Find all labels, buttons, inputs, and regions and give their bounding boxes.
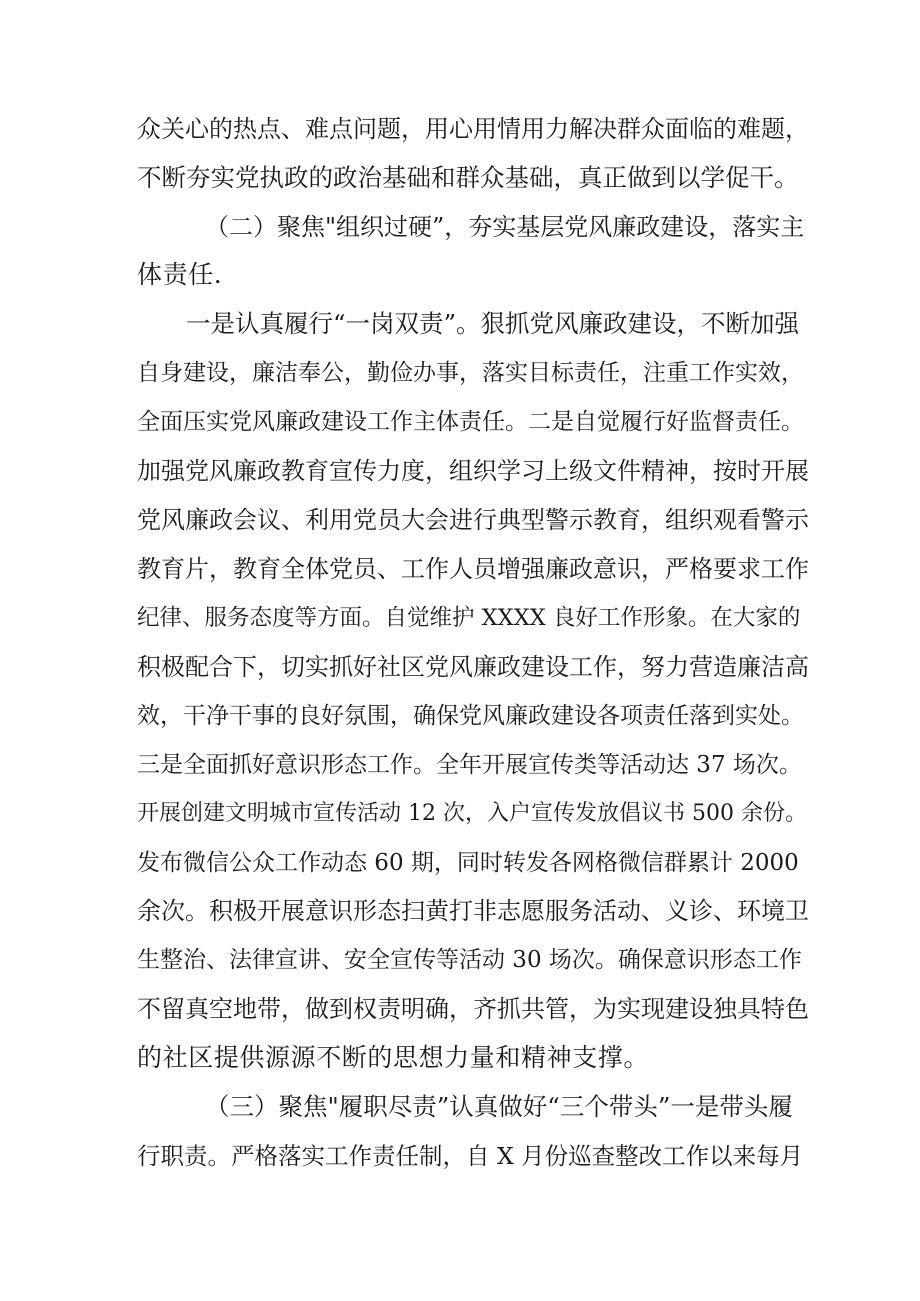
text-line: 生整治、法律宣讲、安全宣传等活动 30 场次。确保意识形态工作 [137,947,802,973]
text-line: 开展创建文明城市宣传活动 12 次，入户宣传发放倡议书 500 余份。 [137,801,807,826]
text-line: 积极配合下，切实抓好社区党风廉政建设工作，努力营造廉洁高 [137,653,809,681]
text-line: 发布微信公众工作动态 60 期，同时转发各网格微信群累计 2000 [137,850,799,876]
section-heading: （三）聚焦"履职尽责”认真做好“三个带头”一是带头履 [205,1092,793,1121]
text-line: 加强党风廉政教育宣传力度，组织学习上级文件精神，按时开展 [137,457,809,485]
text-line: 不断夯实党执政的政治基础和群众基础，真正做到以学促干。 [137,163,799,192]
text-line: 全面压实党风廉政建设工作主体责任。二是自觉履行好监督责任。 [137,409,804,435]
text-line: 教育片，教育全体党员、工作人员增强廉政意识，严格要求工作 [137,555,809,583]
text-line: 自身建设，廉洁奉公，勤俭办事，落实目标责任，注重工作实效， [137,360,804,386]
text-line: 三是全面抓好意识形态工作。全年开展宣传类等活动达 37 场次。 [137,752,802,778]
text-line: 党风廉政会议、利用党员大会进行典型警示教育，组织观看警示 [137,506,809,534]
text-line: 纪律、服务态度等方面。自觉维护 XXXX 良好工作形象。在大家的 [137,605,801,631]
text-line: 不留真空地带，做到权责明确，齐抓共管，为实现建设独具特色 [137,995,809,1023]
text-line: 一是认真履行“一岗双责”。狠抓党风廉政建设，不断加强 [186,309,800,338]
text-line: 众关心的热点、难点问题，用心用情用力解决群众面临的难题， [137,115,809,143]
text-line: 效，干净干事的良好氛围，确保党风廉政建设各项责任落到实处。 [137,703,804,729]
text-line: 的社区提供源源不断的思想力量和精神支撑。 [137,1043,650,1072]
section-heading: （二）聚焦"组织过硬”，夯实基层党风廉政建设，落实主 [205,213,805,241]
text-line: 行职责。严格落实工作责任制，自 X 月份巡查整改工作以来每月 [137,1142,804,1170]
text-line: 余次。积极开展意识形态扫黄打非志愿服务活动、义诊、环境卫 [137,897,809,925]
section-heading-cont: 体责任. [137,260,223,289]
